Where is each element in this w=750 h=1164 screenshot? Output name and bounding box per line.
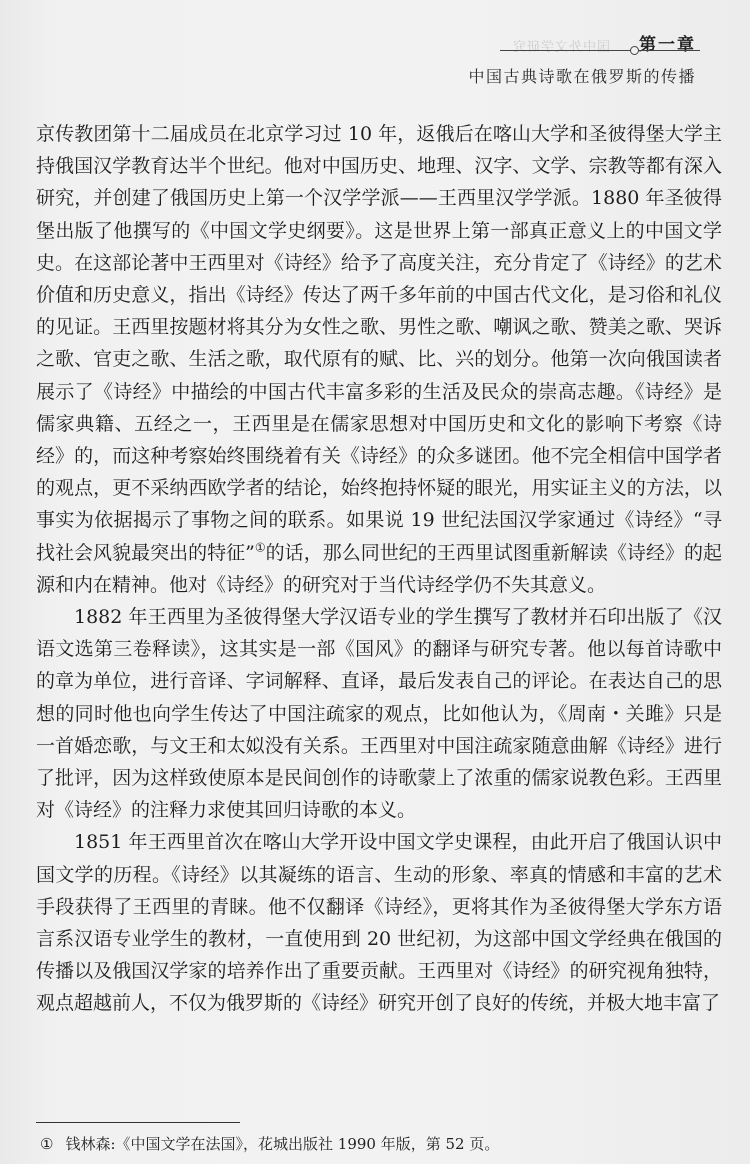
chapter-heading: 第一章 — [639, 35, 696, 55]
footnote-number: ① — [40, 1135, 54, 1153]
paragraph-1-tail: 的话，那么同世纪的王西里试图重新解读《诗经》的起源和内在精神。他对《诗经》的研究对于当代诗经学仍不失其意义。 — [36, 541, 722, 596]
footnote — [40, 1133, 499, 1154]
header-rule-ornament — [630, 46, 639, 55]
footnote-text: 钱林森:《中国文学在法国》，花城出版社 1990 年版，第 52 页。 — [65, 1135, 500, 1153]
bleed-through-text: 国中外文学研究 — [512, 40, 611, 55]
paragraph-3: 1851 年王西里首次在喀山大学开设中国文学史课程，由此开启了俄国认识中国文学的历程。《诗经》以其凝练的语言、生动的形象、率真的情感和丰富的艺术手段获得了王西里的青睐。他不仅翻译《诗经》，更将其作为圣彼得堡大学东方语言系汉语专业学生的教材，一直使用到 20 世纪初，为这部中国文学经典在俄国的传播以及俄国汉学家的培养作出了重要贡献。王西里对《诗经》的研究视角独特，观点超越前人，不仅为俄罗斯的《诗经》研究开创了良好的传统，并极大地丰富了 — [36, 831, 722, 1015]
body-text — [36, 118, 722, 1020]
footnote-rule — [36, 1122, 240, 1123]
paragraph-1-text: 京传教团第十二届成员在北京学习过 10 年，返俄后在喀山大学和圣彼得堡大学主持俄国汉学教育达半个世纪。他对中国历史、地理、汉字、文学、宗教等都有深入研究，并创建了俄国历史上第一个汉学学派——王西里汉学学派。1880 年圣彼得堡出版了他撰写的《中国文学史纲要》。这是世界上第一部真正意义上的中国文学史。在这部论著中王西里对《诗经》给予了高度关注，充分肯定了《诗经》的艺术价值和历史意义，指出《诗经》传达了两千多年前的中国古代文化，是习俗和礼仪的见证。王西里按题材将其分为女性之歌、男性之歌、嘲讽之歌、赞美之歌、哭诉之歌、官吏之歌、生活之歌，取代原有的赋、比、兴的划分。他第一次向俄国读者展示了《诗经》中描绘的中国古代丰富多彩的生活及民众的崇高志趣。《诗经》是儒家典籍、五经之一，王西里是在儒家思想对中国历史和文化的影响下考察《诗经》的，而这种考察始终围绕着有关《诗经》的众多谜团。他不完全相信中国学者的观点，更不采纳西欧学者的结论，始终抱持怀疑的眼光，用实证主义的方法，以事实为依据揭示了事物之间的联系。如果说 19 世纪法国汉学家通过《诗经》“寻找社会风貌最突出的特征” — [36, 123, 722, 564]
header-rule — [500, 50, 700, 51]
paragraph-2: 1882 年王西里为圣彼得堡大学汉语专业的学生撰写了教材并石印出版了《汉语文选第三卷释读》，这其实是一部《国风》的翻译与研究专著。他以每首诗歌中的章为单位，进行音译、字词解释、直译，最后发表自己的评论。在表达自己的思想的同时他也向学生传达了中国注疏家的观点，比如他认为，《周南・关雎》只是一首婚恋歌，与文王和太姒没有关系。王西里对中国注疏家随意曲解《诗经》进行了批评，因为这样致使原本是民间创作的诗歌蒙上了浓重的儒家说教色彩。王西里对《诗经》的注释力求使其回归诗歌的本义。 — [36, 606, 722, 822]
footnote-marker: ① — [254, 540, 266, 555]
paragraph-1 — [36, 118, 722, 601]
running-head: 中国古典诗歌在俄罗斯的传播 — [468, 67, 696, 86]
